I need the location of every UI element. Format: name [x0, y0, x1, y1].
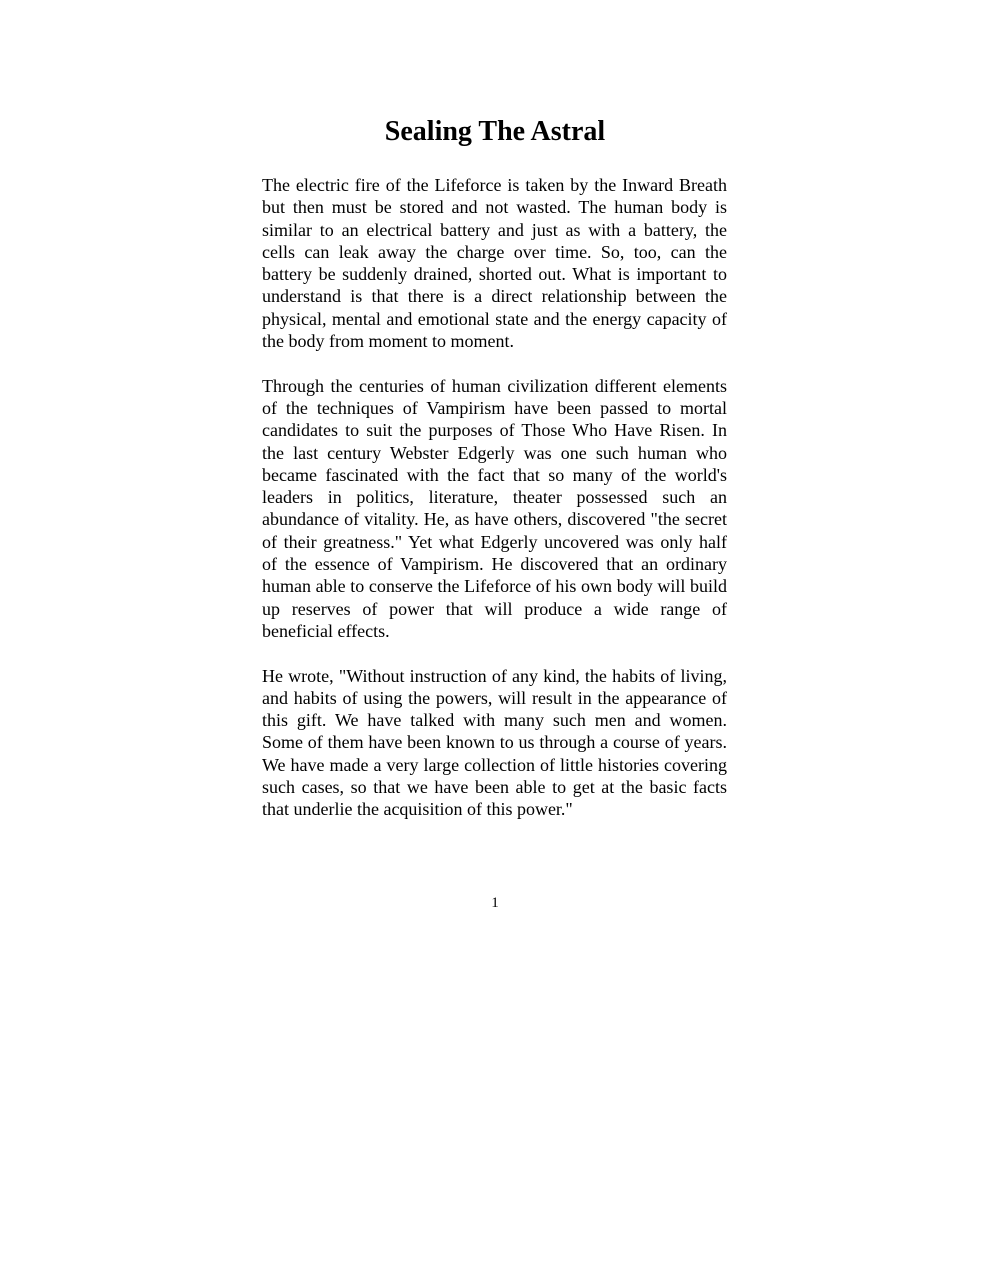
- body-text: [262, 174, 727, 843]
- paragraph-3: He wrote, "Without instruction of any kind, the habits of living, and habits of using the powers, will result in the appearance of this gift. We have talked with many such men and women. Some of them have been known to us through a course of years. We have made a very large collection of little histories covering such cases, so that we have been able to get at the basic facts that underlie the acquisition of this power.": [262, 665, 727, 820]
- page-title: Sealing The Astral: [384, 116, 606, 147]
- paragraph-1: The electric fire of the Lifeforce is taken by the Inward Breath but then must be stored and not wasted. The human body is similar to an electrical battery and just as with a battery, the cells can leak away the charge over time. So, too, can the battery be suddenly drained, shorted out. What is important to understand is that there is a direct relationship between the physical, mental and emotional state and the energy capacity of the body from moment to moment.: [262, 175, 727, 352]
- page-number: 1: [491, 895, 499, 911]
- paragraph-2: Through the centuries of human civilization different elements of the techniques of Vampirism have been passed to mortal candidates to suit the purposes of Those Who Have Risen. In the last century Webster Edgerly was one such human who became fascinated with the fact that so many of the world's leaders in politics, literature, theater possessed such an abundance of vitality. He, as have others, discovered "the secret of their greatness." Yet what Edgerly uncovered was only half of the essence of Vampirism. He discovered that an ordinary human able to conserve the Lifeforce of his own body will build up reserves of power that will produce a wide range of beneficial effects.: [262, 375, 727, 641]
